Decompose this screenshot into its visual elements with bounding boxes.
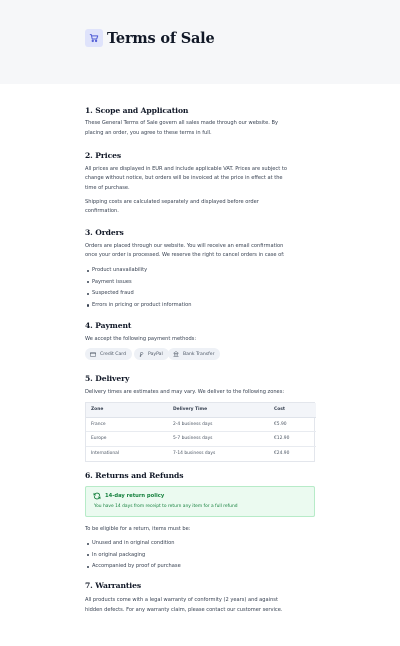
warranties-text-line-2: hidden defects. For any warranty claim, please contact our customer service. bbox=[85, 606, 283, 613]
payment-method-label: Credit Card bbox=[100, 351, 127, 357]
return-conditions-list bbox=[85, 538, 317, 573]
bank-icon bbox=[173, 351, 179, 357]
column-header-zone: Zone bbox=[86, 403, 168, 417]
delivery-table bbox=[85, 402, 315, 462]
list-item: Accompanied by proof of purchase bbox=[85, 561, 317, 573]
cancellation-reasons-list bbox=[85, 265, 317, 311]
payment-method-bank-transfer bbox=[168, 348, 220, 360]
section-heading-payment: 4. Payment bbox=[85, 321, 132, 330]
section-heading-scope: 1. Scope and Application bbox=[85, 106, 189, 115]
scope-text-line-2: placing an order, you agree to these terms in full. bbox=[85, 129, 212, 136]
cell-cost: €12.90 bbox=[269, 432, 316, 447]
cell-zone: France bbox=[86, 417, 168, 432]
payment-method-paypal bbox=[134, 348, 169, 360]
callout-title: 14-day return policy bbox=[105, 493, 165, 499]
payment-method-credit-card bbox=[85, 348, 132, 360]
cell-cost: €5.90 bbox=[269, 417, 316, 432]
delivery-intro: Delivery times are estimates and may vary. We deliver to the following zones: bbox=[85, 389, 285, 395]
table-row bbox=[86, 417, 316, 432]
callout-text: You have 14 days from receipt to return any item for a full refund bbox=[94, 504, 238, 509]
orders-text-line-1: Orders are placed through our website. You will receive an email confirmation bbox=[85, 242, 284, 249]
section-heading-returns: 6. Returns and Refunds bbox=[85, 471, 184, 480]
orders-text-line-2: once your order is processed. We reserve the right to cancel orders in case of: bbox=[85, 252, 285, 258]
column-header-delivery-time: Delivery Time bbox=[168, 403, 269, 417]
payment-intro: We accept the following payment methods: bbox=[85, 336, 197, 342]
shipping-text-line-2: confirmation. bbox=[85, 208, 119, 214]
list-item: Errors in pricing or product information bbox=[85, 300, 317, 312]
section-heading-delivery: 5. Delivery bbox=[85, 374, 130, 383]
payment-method-label: Bank Transfer bbox=[183, 351, 215, 357]
refresh-icon bbox=[93, 492, 101, 500]
page-header bbox=[0, 0, 400, 84]
list-item: Payment issues bbox=[85, 277, 317, 289]
table-row bbox=[86, 432, 316, 447]
prices-text-line-3: time of purchase. bbox=[85, 184, 130, 191]
warranties-text-line-1: All products come with a legal warranty of conformity (2 years) and against bbox=[85, 597, 278, 603]
table-header-row bbox=[86, 403, 316, 417]
cell-delivery-time: 7-14 business days bbox=[173, 451, 216, 456]
payment-method-label: PayPal bbox=[148, 351, 163, 357]
returns-intro: To be eligible for a return, items must be: bbox=[85, 525, 191, 532]
list-item: Product unavailability bbox=[85, 265, 317, 277]
prices-text-line-2: change without notice, but orders will be invoiced at the price in effect at the bbox=[85, 175, 283, 181]
cell-delivery-time: 2-4 business days bbox=[168, 417, 269, 432]
list-item: Suspected fraud bbox=[85, 288, 317, 300]
paypal-icon bbox=[139, 352, 144, 357]
credit-card-icon bbox=[90, 352, 96, 357]
shipping-text-line-1: Shipping costs are calculated separately and displayed before order bbox=[85, 198, 259, 205]
section-heading-warranties: 7. Warranties bbox=[85, 581, 142, 590]
page-title: Terms of Sale bbox=[107, 30, 215, 47]
cell-cost: €24.90 bbox=[274, 451, 290, 456]
prices-text-line-1: All prices are displayed in EUR and include applicable VAT. Prices are subject to bbox=[85, 165, 287, 172]
column-header-cost: Cost bbox=[269, 403, 316, 417]
section-heading-prices: 2. Prices bbox=[85, 151, 121, 160]
cell-zone: International bbox=[91, 451, 120, 456]
payment-methods bbox=[85, 348, 317, 360]
scope-text-line-1: These General Terms of Sale govern all sales made through our website. By bbox=[85, 120, 279, 126]
cell-zone: Europe bbox=[86, 432, 168, 447]
list-item: Unused and in original condition bbox=[85, 538, 317, 550]
cart-icon bbox=[85, 29, 103, 47]
table-row bbox=[86, 446, 316, 461]
cell-delivery-time: 5-7 business days bbox=[168, 432, 269, 447]
section-heading-orders: 3. Orders bbox=[85, 228, 124, 237]
list-item: In original packaging bbox=[85, 550, 317, 562]
return-policy-callout bbox=[85, 486, 315, 517]
